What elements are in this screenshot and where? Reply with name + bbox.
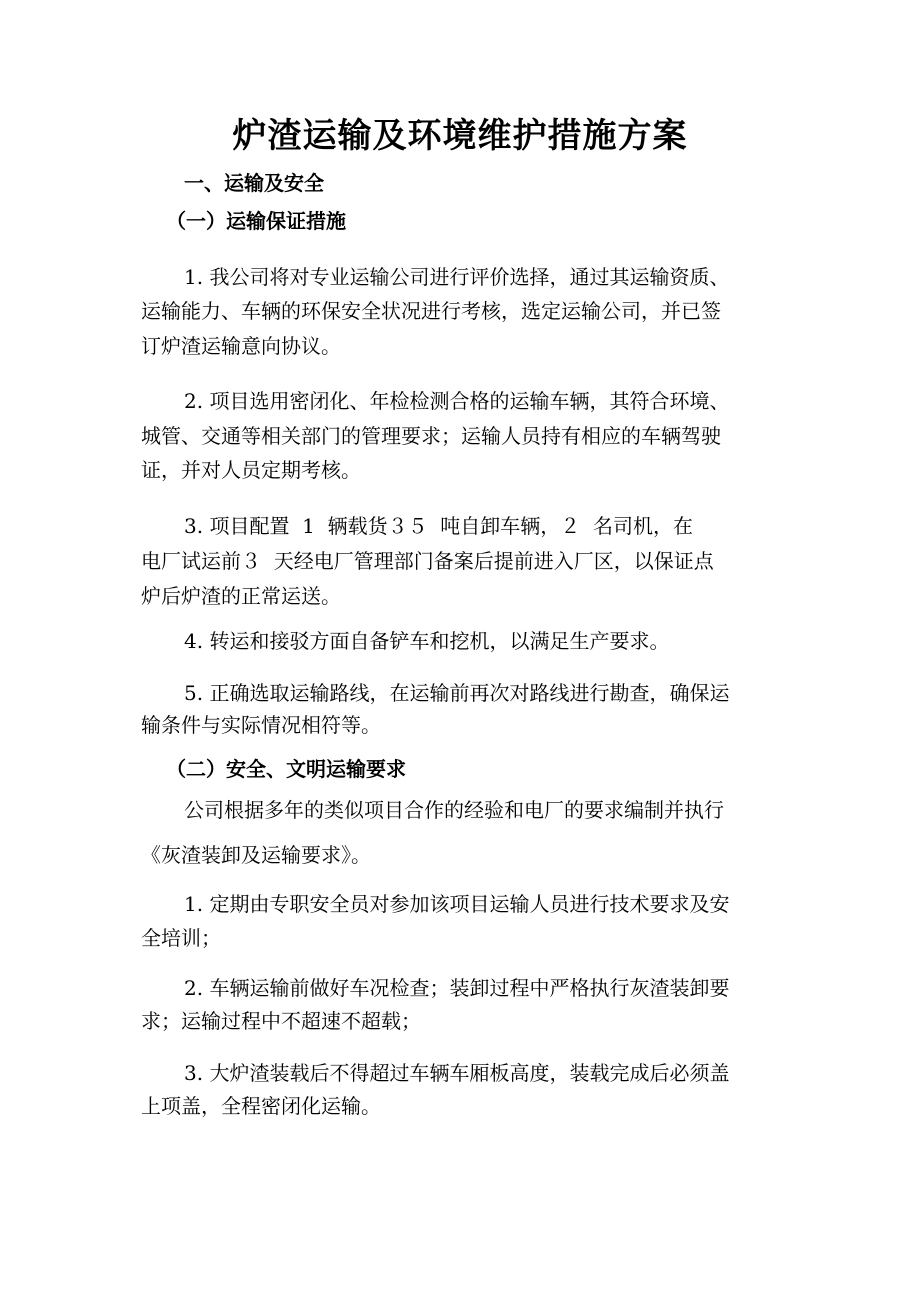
paragraph-line: 上项盖，全程密闭化运输。 — [141, 1094, 381, 1118]
paragraph-line: 5. 正确选取运输路线，在运输前再次对路线进行勘查，确保运 — [184, 681, 730, 705]
paragraph-line: 电厂试运前３ 天经电厂管理部门备案后提前进入厂区，以保证点 — [141, 549, 714, 573]
paragraph-line: 输条件与实际情况相符等。 — [141, 713, 381, 737]
paragraph-line: 炉后炉渣的正常运送。 — [141, 584, 341, 608]
paragraph-line: 2. 车辆运输前做好车况检查；装卸过程中严格执行灰渣装卸要 — [184, 976, 730, 1000]
paragraph-line: 《灰渣装卸及运输要求》。 — [141, 843, 371, 867]
paragraph-line: 公司根据多年的类似项目合作的经验和电厂的要求编制并执行 — [184, 798, 724, 822]
paragraph-line: 订炉渣运输意向协议。 — [141, 334, 341, 358]
paragraph-line: 3. 大炉渣装载后不得超过车辆车厢板高度，装载完成后必须盖 — [184, 1061, 730, 1085]
paragraph-line: 1. 我公司将对专业运输公司进行评价选择，通过其运输资质、 — [184, 265, 730, 289]
paragraph-line: 1. 定期由专职安全员对参加该项目运输人员进行技术要求及安 — [184, 892, 730, 916]
paragraph-line: 证，并对人员定期考核。 — [141, 458, 361, 482]
paragraph-line: 求；运输过程中不超速不超载； — [141, 1009, 421, 1033]
subsection-heading-2: （二）安全、文明运输要求 — [166, 757, 406, 781]
paragraph-line: 4. 转运和接驳方面自备铲车和挖机，以满足生产要求。 — [184, 629, 670, 653]
paragraph-line: 全培训； — [141, 926, 221, 950]
paragraph-line: 城管、交通等相关部门的管理要求；运输人员持有相应的车辆驾驶 — [141, 424, 721, 448]
paragraph-line: 3. 项目配置 1 辆载货３５ 吨自卸车辆，２ 名司机，在 — [184, 514, 694, 538]
paragraph-line: 运输能力、车辆的环保安全状况进行考核，选定运输公司，并已签 — [141, 299, 721, 323]
section-heading: 一、运输及安全 — [184, 171, 324, 195]
document-title: 炉渣运输及环境维护措施方案 — [232, 116, 688, 156]
subsection-heading-1: （一）运输保证措施 — [166, 209, 346, 233]
paragraph-line: 2. 项目选用密闭化、年检检测合格的运输车辆，其符合环境、 — [184, 389, 730, 413]
